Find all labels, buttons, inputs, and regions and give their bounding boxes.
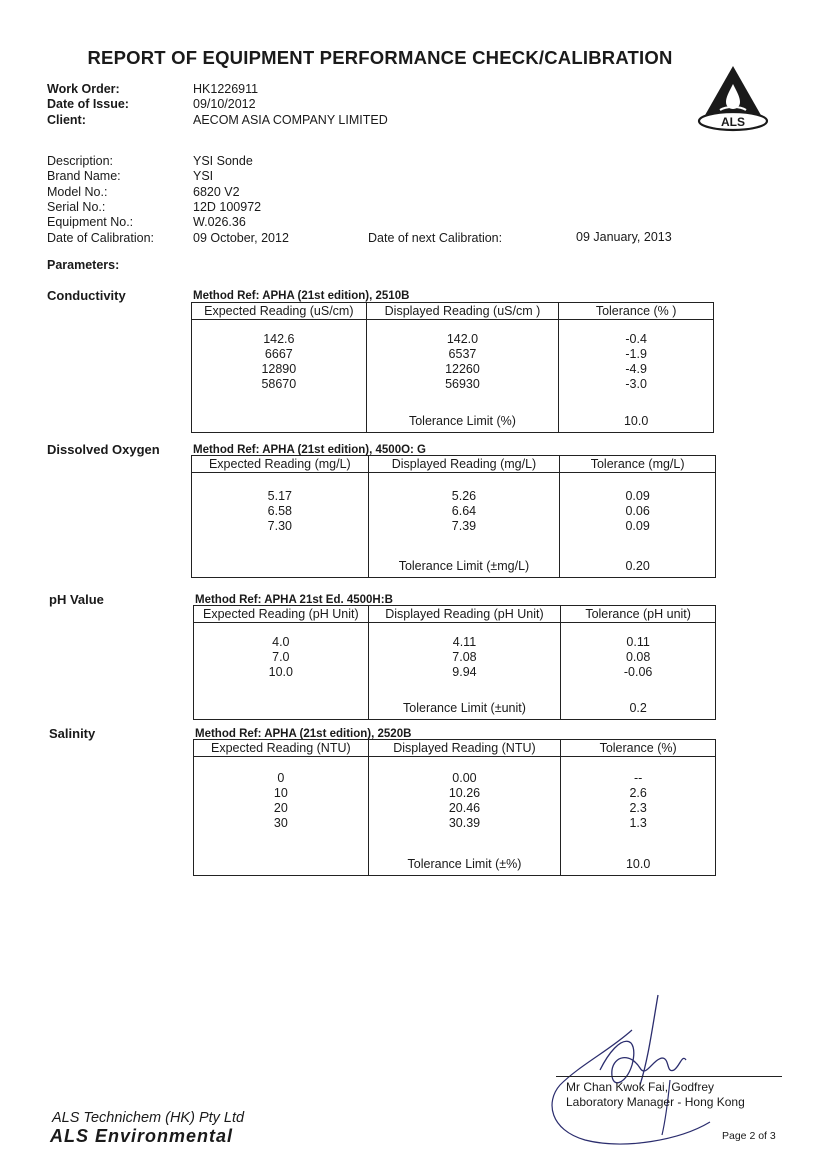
expected-values — [192, 473, 369, 578]
equip-label-calibration-date: Date of Calibration: — [47, 231, 155, 245]
table-cell: 7.30 — [267, 519, 292, 533]
method-ref-ph-value: Method Ref: APHA 21st Ed. 4500H:B — [195, 594, 393, 606]
table-cell: 10.0 — [268, 665, 293, 679]
equip-label-serial: Serial No.: — [47, 200, 106, 214]
footer-brand: ALS Environmental — [50, 1126, 234, 1146]
section-name-ph-value: pH Value — [49, 592, 104, 607]
table-cell: 30.39 — [448, 816, 481, 830]
col-header-expected: Expected Reading (NTU) — [194, 740, 369, 757]
table-cell: 20 — [273, 801, 288, 815]
section-name-salinity: Salinity — [49, 726, 96, 741]
table-cell: -1.9 — [625, 347, 647, 361]
col-header-tolerance: Tolerance (%) — [561, 740, 716, 757]
col-header-tolerance: Tolerance (pH unit) — [561, 606, 716, 623]
info-value-work-order: HK1226911 — [193, 82, 259, 96]
tolerance-limit-value: 0.20 — [560, 559, 716, 578]
table-cell: 10 — [273, 786, 288, 800]
expected-values — [194, 757, 369, 876]
col-header-displayed: Displayed Reading (uS/cm ) — [366, 303, 559, 320]
als-triangle-icon — [696, 64, 770, 134]
col-header-tolerance: Tolerance (% ) — [559, 303, 714, 320]
table-cell: 20.46 — [448, 801, 481, 815]
table-conductivity — [191, 302, 714, 433]
col-header-expected: Expected Reading (uS/cm) — [192, 303, 367, 320]
expected-values — [192, 320, 367, 433]
table-cell: -3.0 — [625, 377, 647, 391]
table-cell: -0.4 — [625, 332, 647, 346]
table-cell: 12260 — [445, 362, 480, 376]
tolerance-limit-value: 0.2 — [561, 701, 716, 720]
table-cell: 5.26 — [451, 489, 477, 503]
table-cell: -- — [633, 771, 643, 785]
report-title: REPORT OF EQUIPMENT PERFORMANCE CHECK/CALIBRATION — [87, 47, 673, 68]
signatory-name: Mr Chan Kwok Fai, Godfrey — [566, 1080, 715, 1094]
table-cell: 56930 — [445, 377, 480, 391]
table-cell: 2.6 — [629, 786, 647, 800]
svg-text:ALS: ALS — [721, 115, 745, 129]
table-cell: 7.39 — [451, 519, 477, 533]
equip-value-description: YSI Sonde — [193, 154, 253, 168]
als-logo — [696, 64, 770, 134]
table-salinity — [193, 739, 716, 876]
col-header-expected: Expected Reading (mg/L) — [192, 456, 369, 473]
section-name-dissolved-oxygen: Dissolved Oxygen — [47, 442, 160, 457]
table-cell: 6.64 — [451, 504, 477, 518]
table-cell: -0.06 — [623, 665, 653, 679]
table-cell: 30 — [273, 816, 288, 830]
tolerance-values — [559, 320, 714, 415]
expected-values — [194, 623, 369, 720]
tolerance-values — [561, 623, 716, 702]
equip-label-equipment-no: Equipment No.: — [47, 215, 134, 229]
table-cell: 0 — [277, 771, 285, 785]
next-calibration-value: 09 January, 2013 — [576, 230, 672, 244]
col-header-displayed: Displayed Reading (mg/L) — [368, 456, 560, 473]
table-cell: 7.0 — [272, 650, 290, 664]
col-header-displayed: Displayed Reading (NTU) — [368, 740, 561, 757]
tolerance-limit-value: 10.0 — [561, 857, 716, 876]
table-ph-value — [193, 605, 716, 720]
section-name-conductivity: Conductivity — [47, 288, 126, 303]
page-number: Page 2 of 3 — [722, 1130, 776, 1142]
equip-value-equipment-no: W.026.36 — [193, 215, 246, 229]
table-cell: 0.09 — [625, 489, 650, 503]
table-cell: 6537 — [448, 347, 477, 361]
table-cell: -4.9 — [625, 362, 647, 376]
tolerance-values — [561, 757, 716, 858]
equip-value-serial: 12D 100972 — [193, 200, 262, 214]
handwritten-signature — [540, 990, 720, 1155]
displayed-values — [366, 320, 559, 415]
next-calibration-label: Date of next Calibration: — [368, 231, 503, 245]
info-label-date-of-issue: Date of Issue: — [47, 97, 129, 111]
displayed-values — [368, 757, 561, 858]
table-cell: 142.0 — [446, 332, 479, 346]
tolerance-limit-value: 10.0 — [559, 414, 714, 433]
displayed-values — [368, 623, 561, 702]
equip-value-brand: YSI — [193, 169, 214, 183]
info-value-client: AECOM ASIA COMPANY LIMITED — [193, 113, 388, 127]
footer-company: ALS Technichem (HK) Pty Ltd — [52, 1110, 245, 1126]
table-cell: 6667 — [264, 347, 293, 361]
table-cell: 7.08 — [452, 650, 477, 664]
table-cell: 5.17 — [267, 489, 292, 503]
table-cell: 0.06 — [625, 504, 650, 518]
table-cell: 0.11 — [626, 635, 650, 649]
info-label-work-order: Work Order: — [47, 82, 120, 96]
table-cell: 9.94 — [452, 665, 477, 679]
table-cell: 142.6 — [263, 332, 295, 346]
col-header-displayed: Displayed Reading (pH Unit) — [368, 606, 561, 623]
table-cell: 1.3 — [629, 816, 647, 830]
table-cell: 0.08 — [625, 650, 651, 664]
col-header-expected: Expected Reading (pH Unit) — [194, 606, 369, 623]
tolerance-limit-label: Tolerance Limit (±%) — [368, 857, 561, 876]
equip-value-model: 6820 V2 — [193, 185, 240, 199]
equip-label-description: Description: — [47, 154, 113, 168]
displayed-values — [368, 473, 560, 560]
method-ref-salinity: Method Ref: APHA (21st edition), 2520B — [195, 728, 412, 740]
method-ref-dissolved-oxygen: Method Ref: APHA (21st edition), 4500O: G — [193, 444, 427, 456]
table-cell: 0.00 — [452, 771, 477, 785]
table-cell: 4.0 — [272, 635, 290, 649]
tolerance-values — [560, 473, 716, 560]
table-cell: 6.58 — [267, 504, 292, 518]
table-cell: 4.11 — [452, 635, 477, 649]
method-ref-conductivity: Method Ref: APHA (21st edition), 2510B — [193, 290, 410, 302]
signatory-title: Laboratory Manager - Hong Kong — [566, 1095, 745, 1109]
tolerance-limit-label: Tolerance Limit (%) — [366, 414, 559, 433]
table-cell: 12890 — [261, 362, 297, 376]
parameters-label: Parameters: — [47, 258, 120, 272]
table-cell: 58670 — [261, 377, 297, 391]
equip-label-brand: Brand Name: — [47, 169, 121, 183]
table-cell: 10.26 — [448, 786, 481, 800]
col-header-tolerance: Tolerance (mg/L) — [560, 456, 716, 473]
tolerance-limit-label: Tolerance Limit (±mg/L) — [368, 559, 560, 578]
equip-label-model: Model No.: — [47, 185, 108, 199]
tolerance-limit-label: Tolerance Limit (±unit) — [368, 701, 561, 720]
signature-line — [556, 1076, 782, 1077]
equip-value-calibration-date: 09 October, 2012 — [193, 231, 289, 245]
info-value-date-of-issue: 09/10/2012 — [193, 97, 256, 111]
table-cell: 0.09 — [625, 519, 650, 533]
table-cell: 2.3 — [629, 801, 647, 815]
table-dissolved-oxygen — [191, 455, 716, 578]
info-label-client: Client: — [47, 113, 86, 127]
